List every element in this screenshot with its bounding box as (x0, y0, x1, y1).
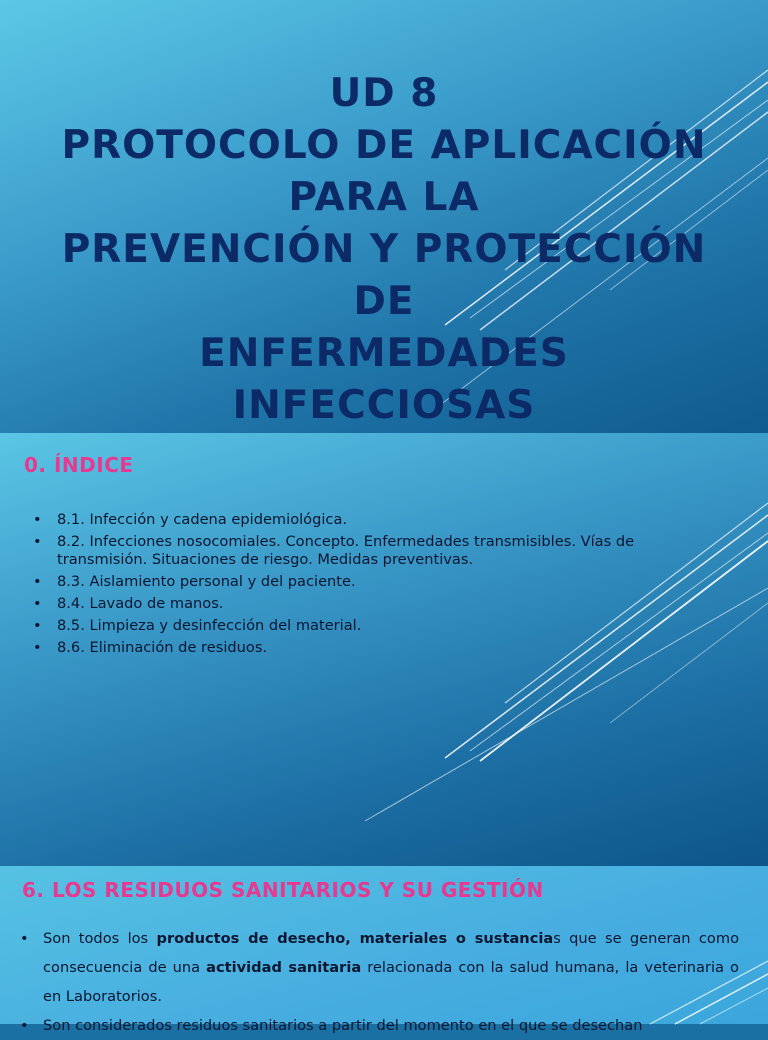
bold-text: productos de desecho, materiales o sustancia (156, 930, 554, 947)
body-text (20, 924, 739, 1040)
bold-text: actividad sanitaria (206, 959, 362, 976)
title-line: INFECCIOSAS (232, 383, 536, 428)
slide-title (0, 68, 768, 432)
title-line: PARA LA (288, 175, 480, 220)
title-slide (0, 0, 768, 433)
list-item: • 8.3. Aislamiento personal y del paciente. (32, 573, 712, 591)
list-item: • 8.2. Infecciones nosocomiales. Concepto. Enfermedades transmisibles. Vías de transmisión. Situaciones de riesgo. Medidas preventivas. (32, 533, 712, 569)
list-item: • 8.1. Infección y cadena epidemiológica. (32, 511, 712, 529)
section-title: 0. ÍNDICE (24, 453, 134, 477)
text-run: Son considerados residuos sanitarios a partir del momento en el que se desechan (43, 1017, 643, 1034)
index-slide (0, 433, 768, 866)
list-item: • 8.6. Eliminación de residuos. (32, 639, 712, 657)
paragraph (20, 924, 739, 1011)
text-run: s que se generan como consecuencia de una (43, 930, 739, 976)
section-title: 6. LOS RESIDUOS SANITARIOS Y SU GESTIÓN (22, 878, 544, 902)
waste-slide (0, 866, 768, 1034)
index-list (32, 511, 712, 661)
title-line: UD 8 (329, 71, 439, 116)
text-run: relacionada con la salud humana, la veterinaria o en Laboratorios. (43, 959, 739, 1005)
paragraph (20, 1011, 739, 1040)
list-item: • 8.4. Lavado de manos. (32, 595, 712, 613)
text-run: Son todos los (43, 930, 157, 947)
title-line: DE (353, 279, 415, 324)
title-line: PREVENCIÓN Y PROTECCIÓN (61, 227, 707, 272)
list-item: • 8.5. Limpieza y desinfección del material. (32, 617, 712, 635)
title-line: ENFERMEDADES (199, 331, 569, 376)
title-line: PROTOCOLO DE APLICACIÓN (61, 123, 707, 168)
